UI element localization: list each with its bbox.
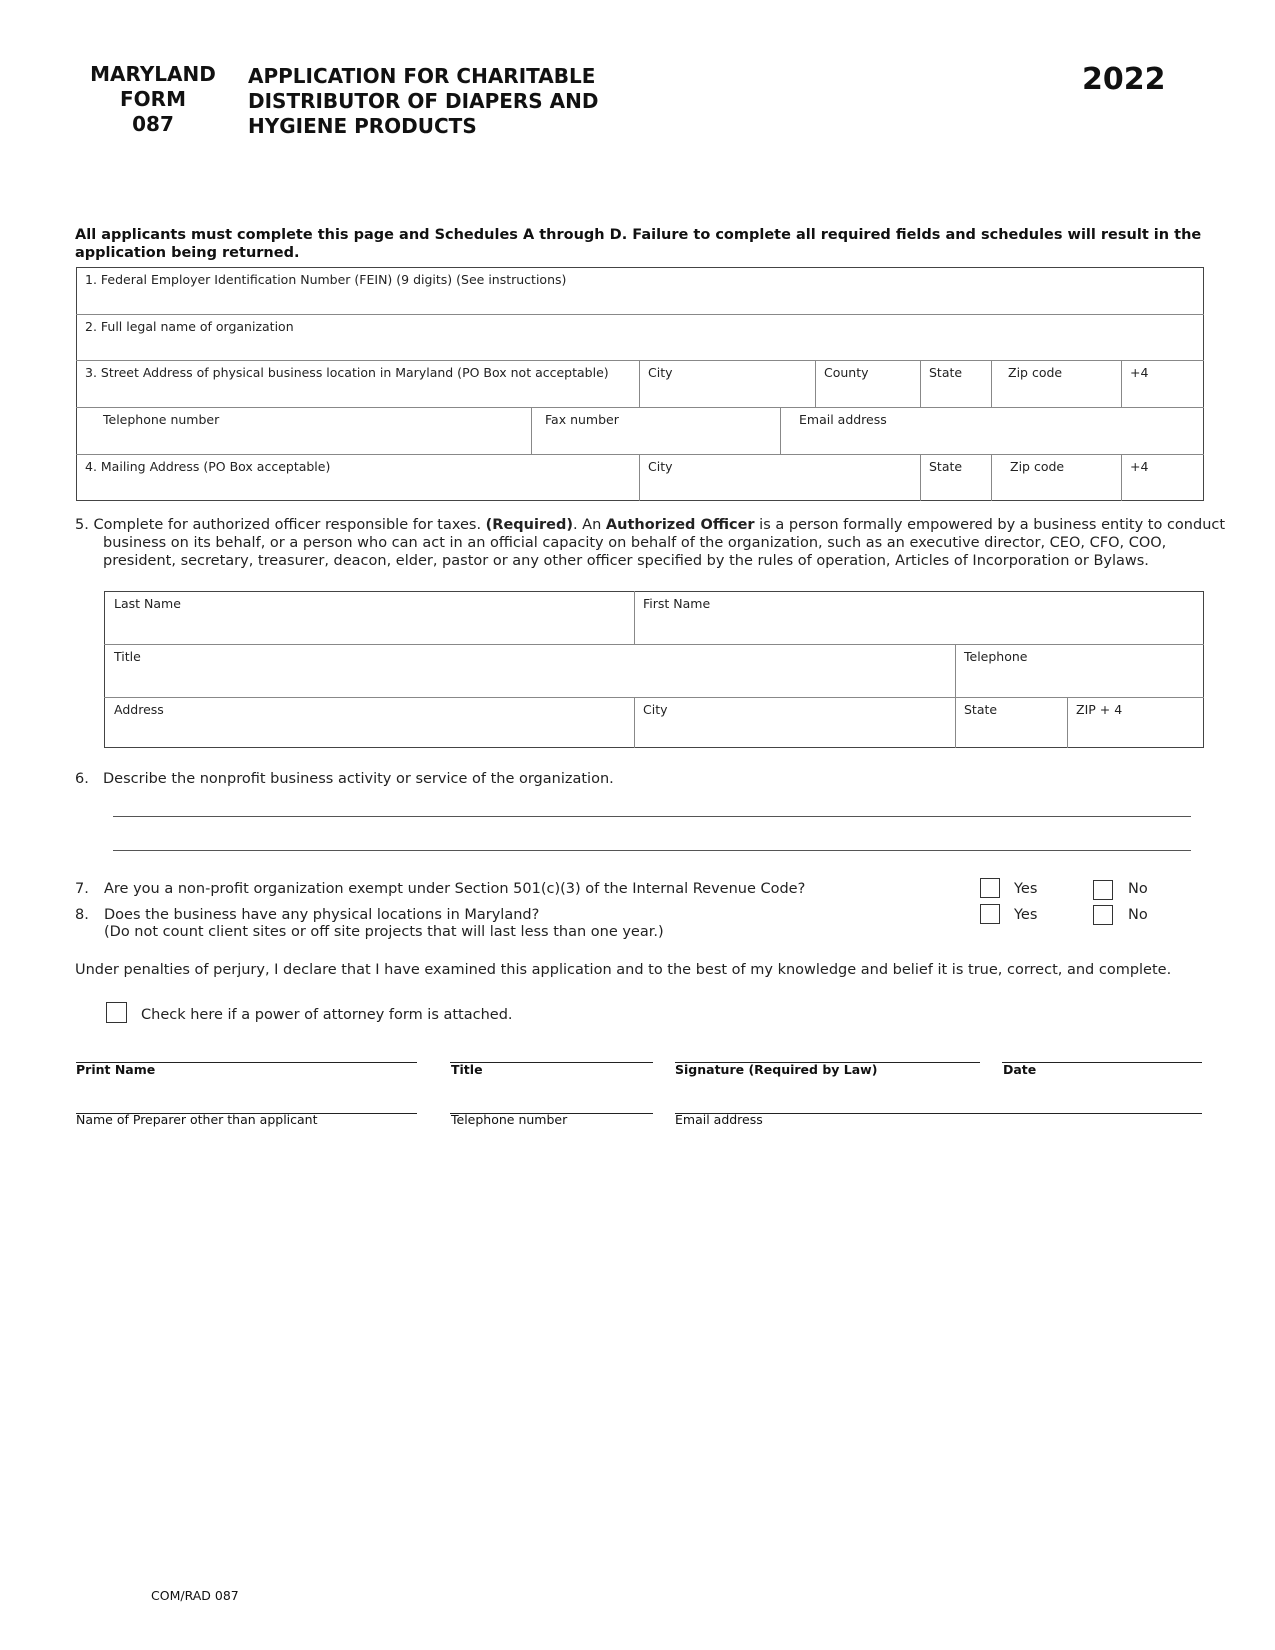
mailing-city-field[interactable]: City bbox=[648, 459, 673, 474]
form-id-line: MARYLAND bbox=[90, 62, 216, 86]
date-label: Date bbox=[1003, 1062, 1037, 1077]
item-6-text: Describe the nonprofit business activity or service of the organization. bbox=[103, 771, 614, 787]
item-7-text: Are you a non-profit organization exempt under Section 501(c)(3) of the Internal Revenue Code? bbox=[104, 881, 806, 897]
form-id bbox=[78, 62, 228, 137]
officer-title-field[interactable]: Title bbox=[114, 649, 141, 664]
title-line: APPLICATION FOR CHARITABLE bbox=[248, 64, 596, 88]
item-5-mid: . An bbox=[572, 517, 606, 533]
form-year: 2022 bbox=[1082, 62, 1166, 97]
preparer-phone-label: Telephone number bbox=[451, 1112, 568, 1127]
state-field[interactable]: State bbox=[929, 365, 963, 380]
item-6-number: 6. bbox=[75, 771, 89, 787]
print-name-label: Print Name bbox=[76, 1062, 156, 1077]
county-field[interactable]: County bbox=[824, 365, 869, 380]
preparer-email-label: Email address bbox=[675, 1112, 763, 1127]
item-7-yes-checkbox[interactable] bbox=[980, 878, 1000, 898]
intro-instructions: All applicants must complete this page and Schedules A through D. Failure to complete all required fields and schedules will result in the application being returned. bbox=[75, 227, 1202, 261]
fax-field[interactable]: Fax number bbox=[545, 412, 619, 427]
item-8-text: Does the business have any physical locations in Maryland? bbox=[104, 907, 540, 923]
officer-telephone-field[interactable]: Telephone bbox=[964, 649, 1028, 664]
zip-plus4-field[interactable]: +4 bbox=[1130, 365, 1149, 380]
title-line: DISTRIBUTOR OF DIAPERS AND bbox=[248, 89, 599, 113]
item-8-note: (Do not count client sites or off site projects that will last less than one year.) bbox=[104, 924, 664, 940]
perjury-declaration: Under penalties of perjury, I declare that I have examined this application and to the best of my knowledge and belief it is true, correct, and complete. bbox=[75, 962, 1172, 978]
item-8-yes-label: Yes bbox=[1014, 907, 1038, 923]
form-id-line: FORM bbox=[120, 87, 186, 111]
form-id-line: 087 bbox=[132, 112, 174, 136]
mailing-zip-field[interactable]: Zip code bbox=[1010, 459, 1065, 474]
item-8-no-label: No bbox=[1128, 907, 1148, 923]
title-label: Title bbox=[451, 1062, 483, 1077]
footer-form-code: COM/RAD 087 bbox=[151, 1588, 239, 1603]
zip-field[interactable]: Zip code bbox=[1008, 365, 1063, 380]
item-7-no-checkbox[interactable] bbox=[1093, 880, 1113, 900]
item-7-yes-label: Yes bbox=[1014, 881, 1038, 897]
authorized-officer-term: Authorized Officer bbox=[605, 517, 755, 533]
officer-address-field[interactable]: Address bbox=[114, 702, 164, 717]
item-5-text bbox=[75, 516, 1238, 570]
city-field[interactable]: City bbox=[648, 365, 673, 380]
description-line-2[interactable] bbox=[113, 850, 1191, 851]
officer-city-field[interactable]: City bbox=[643, 702, 668, 717]
item-8-number: 8. bbox=[75, 907, 89, 923]
fein-field[interactable]: 1. Federal Employer Identification Number (FEIN) (9 digits) (See instructions) bbox=[85, 272, 567, 287]
mailing-zip-plus4-field[interactable]: +4 bbox=[1130, 459, 1149, 474]
signature-label: Signature (Required by Law) bbox=[675, 1062, 878, 1077]
item-5-prefix: 5. Complete for authorized officer responsible for taxes. bbox=[75, 517, 486, 533]
description-line-1[interactable] bbox=[113, 816, 1191, 817]
preparer-name-label: Name of Preparer other than applicant bbox=[76, 1112, 318, 1127]
required-label: (Required) bbox=[485, 517, 573, 533]
street-address-field[interactable]: 3. Street Address of physical business location in Maryland (PO Box not acceptable) bbox=[85, 365, 609, 380]
legal-name-field[interactable]: 2. Full legal name of organization bbox=[85, 319, 294, 334]
power-of-attorney-checkbox[interactable] bbox=[106, 1002, 127, 1023]
officer-zip4-field[interactable]: ZIP + 4 bbox=[1076, 702, 1123, 717]
officer-first-name-field[interactable]: First Name bbox=[643, 596, 711, 611]
telephone-field[interactable]: Telephone number bbox=[103, 412, 220, 427]
officer-last-name-field[interactable]: Last Name bbox=[114, 596, 181, 611]
mailing-address-field[interactable]: 4. Mailing Address (PO Box acceptable) bbox=[85, 459, 331, 474]
item-8-no-checkbox[interactable] bbox=[1093, 905, 1113, 925]
officer-state-field[interactable]: State bbox=[964, 702, 998, 717]
item-7-number: 7. bbox=[75, 881, 89, 897]
item-5-rest: is a person formally empowered by a business entity to conduct business on its behalf, or a person who can act in an official capacity on behalf of the organization, such as an executive director, CEO, CFO, COO, president, secretary, treasurer, deacon, elder, pastor or any other officer specified by the rules of operation, Articles of Incorporation or Bylaws. bbox=[103, 517, 1226, 569]
item-7-no-label: No bbox=[1128, 881, 1148, 897]
form-title bbox=[248, 64, 598, 139]
item-8-yes-checkbox[interactable] bbox=[980, 904, 1000, 924]
email-field[interactable]: Email address bbox=[799, 412, 887, 427]
power-of-attorney-label: Check here if a power of attorney form is attached. bbox=[141, 1007, 513, 1023]
mailing-state-field[interactable]: State bbox=[929, 459, 963, 474]
title-line: HYGIENE PRODUCTS bbox=[248, 114, 477, 138]
